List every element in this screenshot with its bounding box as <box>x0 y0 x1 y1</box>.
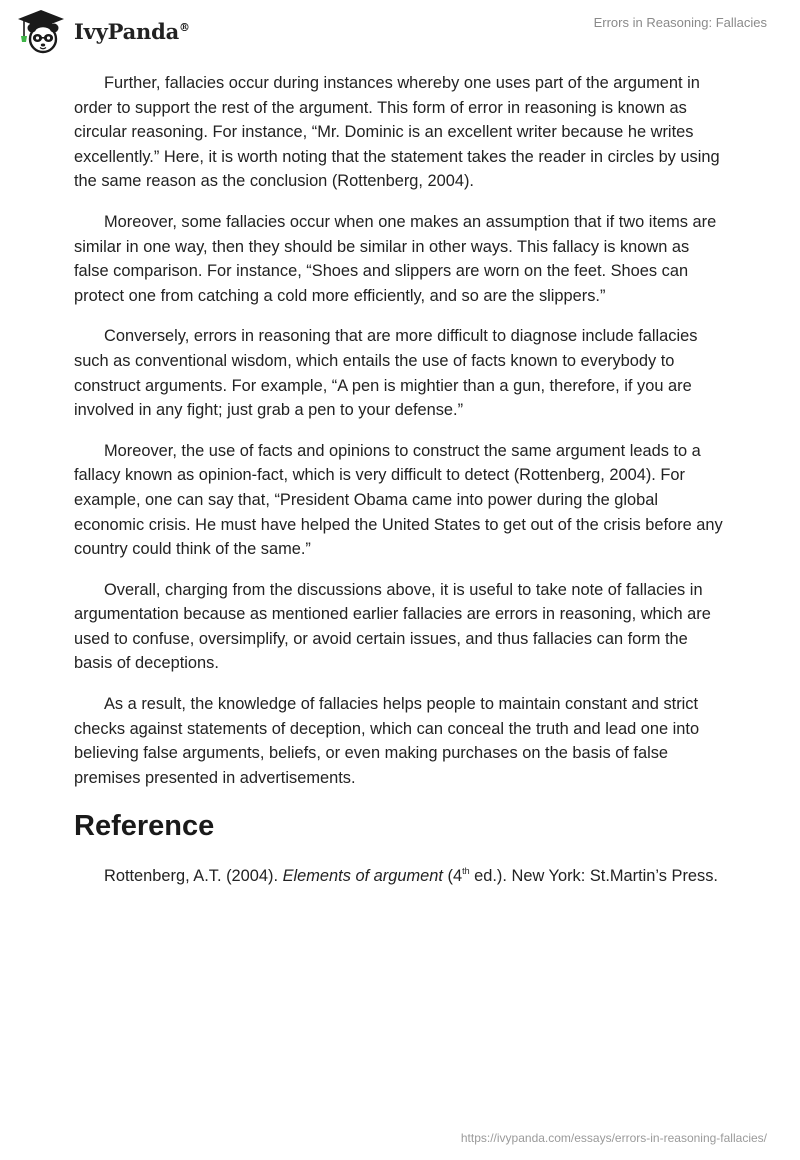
essay-body <box>74 71 726 905</box>
paragraph-false-comparison: Moreover, some fallacies occur when one makes an assumption that if two items are similar in one way, then they should be similar in other ways. This fallacy is known as false comparison. For instance, “Shoes and slippers are worn on the feet. Shoes can protect one from catching a cold more efficiently, and so are the slippers.” <box>74 212 717 305</box>
reference-book-title: Elements of argument <box>282 867 443 886</box>
reference-edition-open: (4 <box>442 867 463 886</box>
document-title: Errors in Reasoning: Fallacies <box>593 15 767 30</box>
registered-mark: ® <box>179 20 190 34</box>
reference-publisher: ed.). New York: St.Martin’s Press. <box>469 867 718 886</box>
ivypanda-logo[interactable] <box>14 8 190 54</box>
reference-entry <box>74 864 726 889</box>
paragraph-result: As a result, the knowledge of fallacies helps people to maintain constant and strict checks against statements of deception, which can conceal the truth and lead one into believing false arguments, beliefs, or even making purchases on the basis of false premises presented in advertisements. <box>74 695 700 787</box>
reference-author: Rottenberg, A.T. (2004). <box>104 867 283 886</box>
panda-mascot-icon <box>14 8 68 54</box>
logo-wordmark: IvyPanda® <box>74 18 190 44</box>
paragraph-overall: Overall, charging from the discussions above, it is useful to take note of fallacies in argumentation because as mentioned earlier fallacies are errors in reasoning, which are used to confuse, oversimplify, or avoid certain issues, and thus fallacies can form the basis of deceptions. <box>74 580 711 673</box>
page-header <box>0 0 800 64</box>
source-url[interactable]: https://ivypanda.com/essays/errors-in-reasoning-fallacies/ <box>460 1131 767 1145</box>
paragraph-conventional-wisdom: Conversely, errors in reasoning that are more difficult to diagnose include fallacies such as conventional wisdom, which entails the use of facts known to everybody to construct arguments. For example, “A pen is mightier than a gun, therefore, if you are involved in any fight; just grab a pen to your defense.” <box>74 327 698 420</box>
paragraph-opinion-fact: Moreover, the use of facts and opinions to construct the same argument leads to a fallacy known as opinion-fact, which is very difficult to detect (Rottenberg, 2004). For example, one can say that, “President Obama came into power during the global economic crisis. He must have helped the United States to get out of the crisis before any country could think of the same.” <box>74 441 723 559</box>
reference-edition-sup: th <box>462 866 470 877</box>
paragraph-circular-reasoning: Further, fallacies occur during instances whereby one uses part of the argument in order to support the rest of the argument. This form of error in reasoning is known as circular reasoning. For instance, “Mr. Dominic is an excellent writer because he writes excellently.” Here, it is worth noting that the statement takes the reader in circles by using the same reason as the conclusion (Rottenberg, 2004). <box>74 74 720 191</box>
reference-heading: Reference <box>74 810 215 843</box>
